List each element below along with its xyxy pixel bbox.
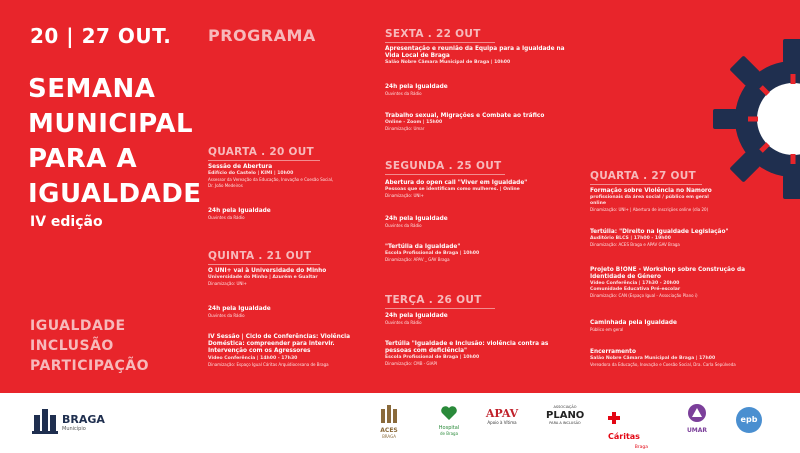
title-line-2: MUNICIPAL <box>28 109 194 139</box>
event-24h-radio-22: 24h pela Igualdade Ouvintes da Rádio <box>385 84 448 97</box>
aces-logo <box>374 403 404 439</box>
title-line-3: PARA A <box>28 144 138 174</box>
program-heading: PROGRAMA <box>208 26 316 45</box>
event-closing: Encerramento Salão Nobre Câmara Municipal de Braga | 17h00 Vereadora da Educação, Inovação e Coesão Social, Dra. Carla Sepúlveda <box>590 349 736 368</box>
plano-subtitle: PARA A INCLUSÃO <box>549 421 581 425</box>
event-conference-cycle: IV Sessão | Ciclo de Conferências: Violência Doméstica: compreender para intervir. Intervenção com os Agressores Vídeo Conferência | 14h00 - 17h30 Dinamização: Espaço Igual Cáritas Arquidiocesana de Braga <box>208 334 351 367</box>
gear-icon <box>708 34 800 204</box>
aces-name: ACES <box>380 427 398 434</box>
day-heading-segunda-25: SEGUNDA . 25 OUT <box>385 160 505 175</box>
hospital-subtitle: de Braga <box>439 431 459 436</box>
event-team-meeting: Apresentação e reunião da Equipa para a Igualdade na Vida Local de Braga Salão Nobre Câmara Municipal de Braga | 10h00 <box>385 46 565 66</box>
umar-name: UMAR <box>686 427 708 434</box>
day-heading-quinta-21: QUINTA . 21 OUT <box>208 250 320 265</box>
plano-name: PLANO <box>546 410 585 421</box>
plano-logo <box>546 405 584 426</box>
day-heading-quarta-27: QUARTA . 27 OUT <box>590 170 702 185</box>
event-bione-workshop: Projeto B!ONE - Workshop sobre Construção da Identidade de Género Vídeo Conferência | 17h30 - 20h00 Comunidade Educativa Pré-escolar Dinamização: CAN (Espaço Igual - Associação Plano i) <box>590 267 746 299</box>
event-uni-minho: O UNI+ vai à Universidade do Minho Universidade do Minho | Azurém e Gualtar Dinamização: UNI+ <box>208 268 327 287</box>
umar-emblem-icon <box>687 403 707 423</box>
value-inclusion: INCLUSÃO <box>30 338 114 354</box>
braga-logo <box>30 405 105 439</box>
title-line-4: IGUALDADE <box>28 179 202 209</box>
event-24h-radio-25: 24h pela Igualdade Ouvintes da Rádio <box>385 216 448 229</box>
event-equality-talk: "Tertúlia da Igualdade" Escola Profissional de Braga | 10h00 Dinamização: APAV _ GAV Braga <box>385 244 480 263</box>
aces-emblem-icon <box>378 403 400 423</box>
caritas-name: Cáritas <box>608 432 640 441</box>
plano-top: ASSOCIAÇÃO <box>553 405 577 409</box>
event-24h-radio-26: 24h pela Igualdade Ouvintes da Rádio <box>385 313 448 326</box>
event-equality-walk: Caminhada pela Igualdade Público em geral <box>590 320 677 333</box>
braga-emblem-icon <box>30 405 60 435</box>
apav-subtitle: Apoio à Vítima <box>487 420 517 425</box>
caritas-logo <box>608 407 654 450</box>
heart-icon <box>440 405 458 421</box>
epb-logo <box>736 407 762 433</box>
event-sex-work-talk: Trabalho sexual, Migrações e Combate ao tráfico Online - Zoom | 15h00 Dinamização: Umar <box>385 113 545 132</box>
value-equality: IGUALDADE <box>30 318 126 334</box>
event-24h-radio-20: 24h pela Igualdade Ouvintes da Rádio <box>208 208 271 221</box>
caritas-subtitle: Braga <box>634 445 648 450</box>
edition-label: IV edição <box>30 214 103 230</box>
day-heading-terca-26: TERÇA . 26 OUT <box>385 294 495 309</box>
event-opening-session: Sessão de Abertura Edifício do Castelo | KIMI | 10h00 Assessor da Vereação da Educação, Inovação e Coesão Social, Dr. João Medeiros <box>208 164 334 188</box>
value-participation: PARTICIPAÇÃO <box>30 358 150 374</box>
hospital-logo <box>432 405 466 436</box>
event-inclusion-talk: Tertúlia "Igualdade e Inclusão: violência contra as pessoas com deficiência" Escola Profissional de Braga | 10h00 Dinamização: CMB - GIAPI <box>385 341 549 367</box>
event-title <box>28 72 202 212</box>
apav-logo <box>484 407 520 425</box>
aces-subtitle: BRAGA <box>382 434 396 439</box>
event-24h-radio-21: 24h pela Igualdade Ouvintes da Rádio <box>208 306 271 319</box>
event-dates: 20 | 27 OUT. <box>30 24 172 48</box>
day-heading-quarta-20: QUARTA . 20 OUT <box>208 146 320 161</box>
event-open-call: Abertura do open call "Viver em Igualdade" Pessoas que se identificam como mulheres. | Online Dinamização: UNI+ <box>385 180 528 199</box>
values-list <box>30 316 149 376</box>
event-law-talk: Tertúlia: "Direito na Igualdade Legislação" Auditório BLCS | 17h00 - 19h00 Dinamização: ACES Braga e APAV GAV Braga <box>590 229 729 248</box>
caritas-cross-icon <box>608 412 620 424</box>
braga-name: BRAGA <box>62 413 105 426</box>
event-dating-violence-training: Formação sobre Violência no Namoro profissionais da área social / público em geral online Dinamização: UNI+ | Abertura de inscrições online (dia 20) <box>590 188 712 213</box>
sponsor-footer <box>0 393 800 453</box>
braga-subtitle: Município <box>62 426 86 432</box>
umar-logo <box>682 403 712 434</box>
day-heading-sexta-22: SEXTA . 22 OUT <box>385 28 495 43</box>
hospital-name: Hospital <box>438 425 460 431</box>
title-line-1: SEMANA <box>28 74 156 104</box>
epb-name: epb <box>736 407 762 433</box>
apav-name: APAV <box>485 407 519 420</box>
